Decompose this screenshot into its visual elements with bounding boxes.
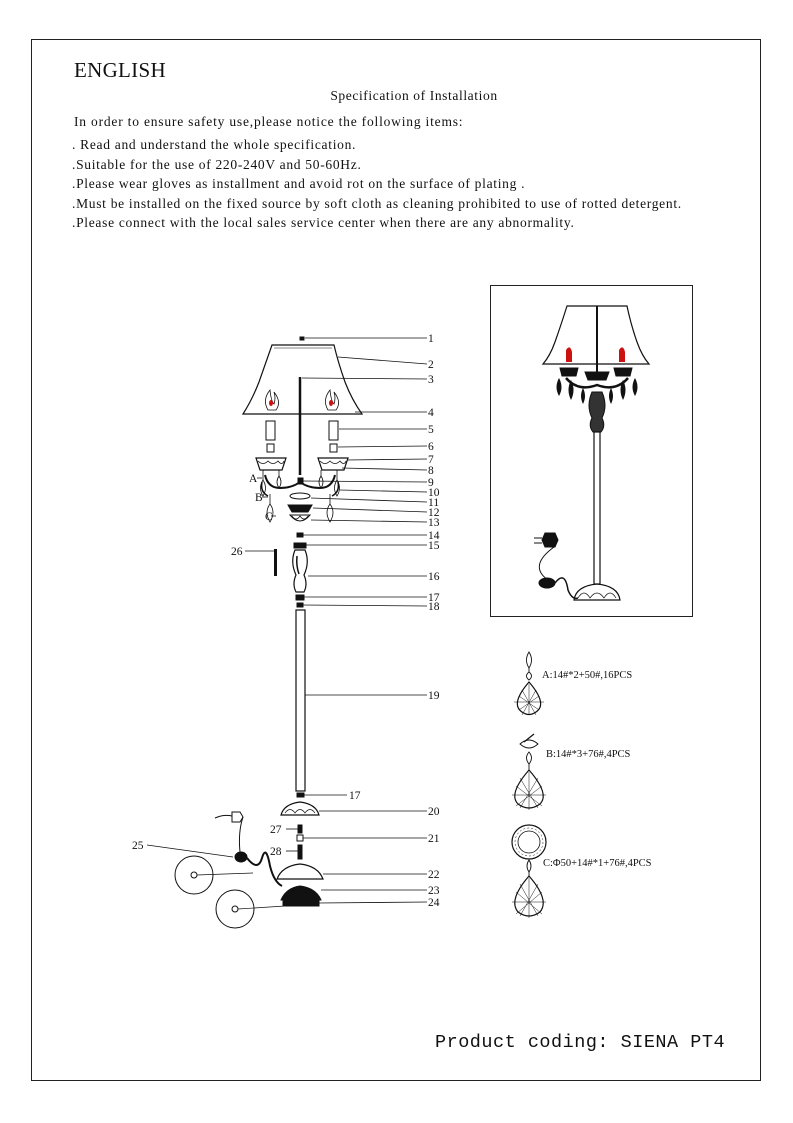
callout-number: 4 [428,407,434,419]
crystal-b-label: B:14#*3+76#,4PCS [546,749,631,760]
callout-number: 8 [428,465,434,477]
note-item: .Suitable for the use of 220-240V and 50-60Hz. [72,156,362,172]
callout-number: 26 [231,546,243,558]
note-item: .Please connect with the local sales service center when there are any abnormality. [72,215,575,230]
callout-number: 22 [428,869,440,881]
note-item: . Read and understand the whole specification. [72,137,357,152]
callout-number: 7 [428,454,434,466]
callout-number: 21 [428,833,440,845]
callout-number: 25 [132,840,144,852]
callout-number: 10 [428,487,440,499]
crystal-b-illustration [512,734,546,810]
callout-letter: C [265,511,273,523]
callout-number: 13 [428,517,440,529]
product-coding: Product coding: SIENA PT4 [435,1032,726,1053]
callout-number: 2 [428,359,434,371]
callout-number: 9 [428,477,434,489]
note-item: .Must be installed on the fixed source by soft cloth as cleaning prohibited to use of rotted detergent. [72,195,682,211]
callout-number: 12 [428,507,440,519]
callout-number: 6 [428,441,434,453]
callout-letter: A [249,473,258,485]
callout-number: 16 [428,571,440,583]
callout-number: 14 [428,530,440,542]
callout-number: 19 [428,690,440,702]
language-heading: ENGLISH [74,58,166,82]
callout-number: 27 [270,824,282,836]
callout-number: 24 [428,897,440,909]
callout-letter: B [255,492,263,504]
callout-number: 17 [349,790,361,802]
crystal-a-label: A:14#*2+50#,16PCS [542,670,633,681]
document-title: Specification of Installation [330,88,498,103]
callout-number: 11 [428,497,440,509]
crystal-a-illustration [514,652,544,715]
crystal-c-label: C:Φ50+14#*1+76#,4PCS [543,858,652,869]
callout-number: 3 [428,374,434,386]
intro-text: In order to ensure safety use,please notice the following items: [74,114,464,129]
callout-number: 18 [428,601,440,613]
callout-number: 5 [428,424,434,436]
callout-number: 17 [428,592,440,604]
callout-number: 15 [428,540,440,552]
crystal-c-illustration [512,825,546,918]
callout-number: 23 [428,885,440,897]
callout-number: 28 [270,846,282,858]
exploded-lamp-drawing [147,337,427,928]
note-item: .Please wear gloves as installment and avoid rot on the surface of plating . [72,176,526,191]
callout-number: 20 [428,806,440,818]
assembled-lamp-drawing [534,306,649,600]
callout-number: 1 [428,333,434,345]
